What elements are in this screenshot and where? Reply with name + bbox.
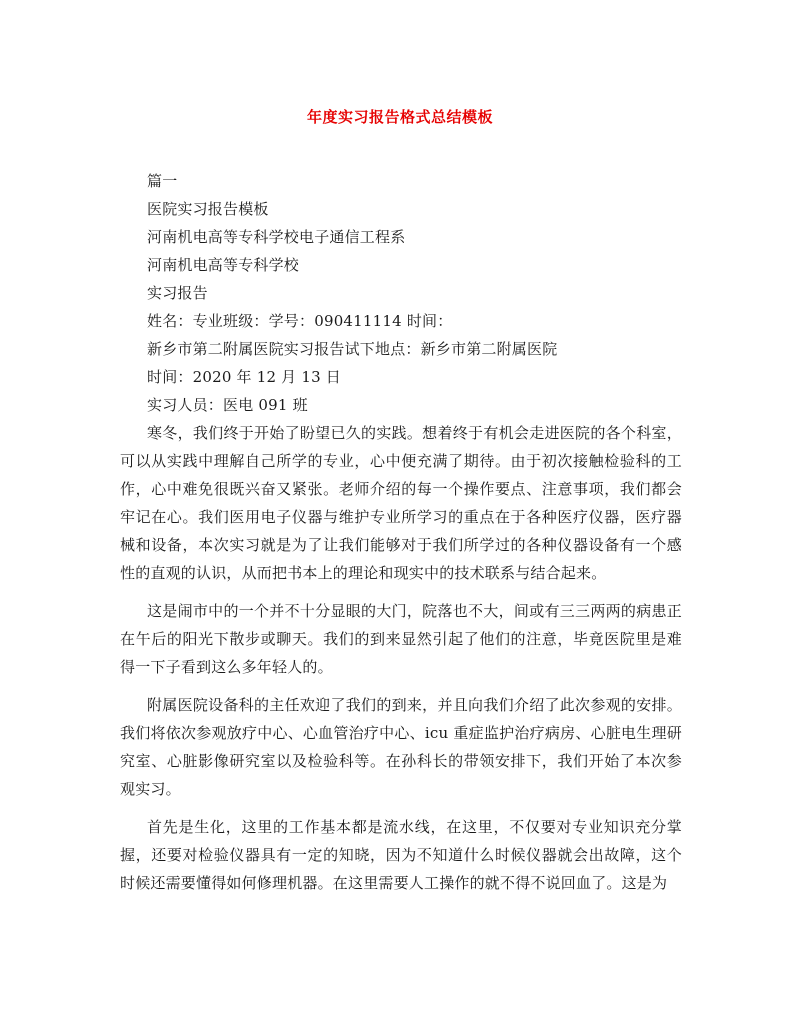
text-line-location: 新乡市第二附属医院实习报告试下地点：新乡市第二附属医院 xyxy=(147,340,558,358)
paragraph: 首先是生化，这里的工作基本都是流水线，在这里，不仅要对专业知识充分掌握，还要对检验仪器具有一定的知晓，因为不知道什么时候仪器就会出故障，这个时候还需要懂得如何修理机器。在这里需要人工操作的就不得不说回血了。这是为 xyxy=(120,818,682,892)
text-line-section: 篇一 xyxy=(147,172,178,190)
document-body xyxy=(120,167,682,897)
document-title: 年度实习报告格式总结模板 xyxy=(306,108,493,126)
text-line-student-info: 姓名：专业班级：学号：090411114 时间： xyxy=(147,312,453,330)
paragraph: 寒冬，我们终于开始了盼望已久的实践。想着终于有机会走进医院的各个科室，可以从实践中理解自己所学的专业，心中便充满了期待。由于初次接触检验科的工作，心中难免很既兴奋又紧张。老师介绍的每一个操作要点、注意事项，我们都会牢记在心。我们医用电子仪器与维护专业所学习的重点在于各种医疗仪器，医疗器械和设备，本次实习就是为了让我们能够对于我们所学过的各种仪器设备有一个感性的直观的认识，从而把书本上的理论和现实中的技术联系与结合起来。 xyxy=(120,424,682,582)
text-line-date: 时间：2020 年 12 月 13 日 xyxy=(147,368,341,386)
paragraph: 这是闹市中的一个并不十分显眼的大门，院落也不大，间或有三三两两的病患正在午后的阳光下散步或聊天。我们的到来显然引起了他们的注意，毕竟医院里是难得一下子看到这么多年轻人的。 xyxy=(120,602,682,676)
text-line-report-template: 医院实习报告模板 xyxy=(147,200,269,218)
text-line-school: 河南机电高等专科学校 xyxy=(147,256,300,274)
text-line-department: 河南机电高等专科学校电子通信工程系 xyxy=(147,228,406,246)
text-line-participants: 实习人员：医电 091 班 xyxy=(147,396,308,414)
paragraph: 附属医院设备科的主任欢迎了我们的到来，并且向我们介绍了此次参观的安排。我们将依次参观放疗中心、心血管治疗中心、icu 重症监护治疗病房、心脏电生理研究室、心脏影像研究室以及检验科等。在孙科长的带领安排下，我们开始了本次参观实习。 xyxy=(120,696,682,798)
text-line-report-heading: 实习报告 xyxy=(147,284,208,302)
